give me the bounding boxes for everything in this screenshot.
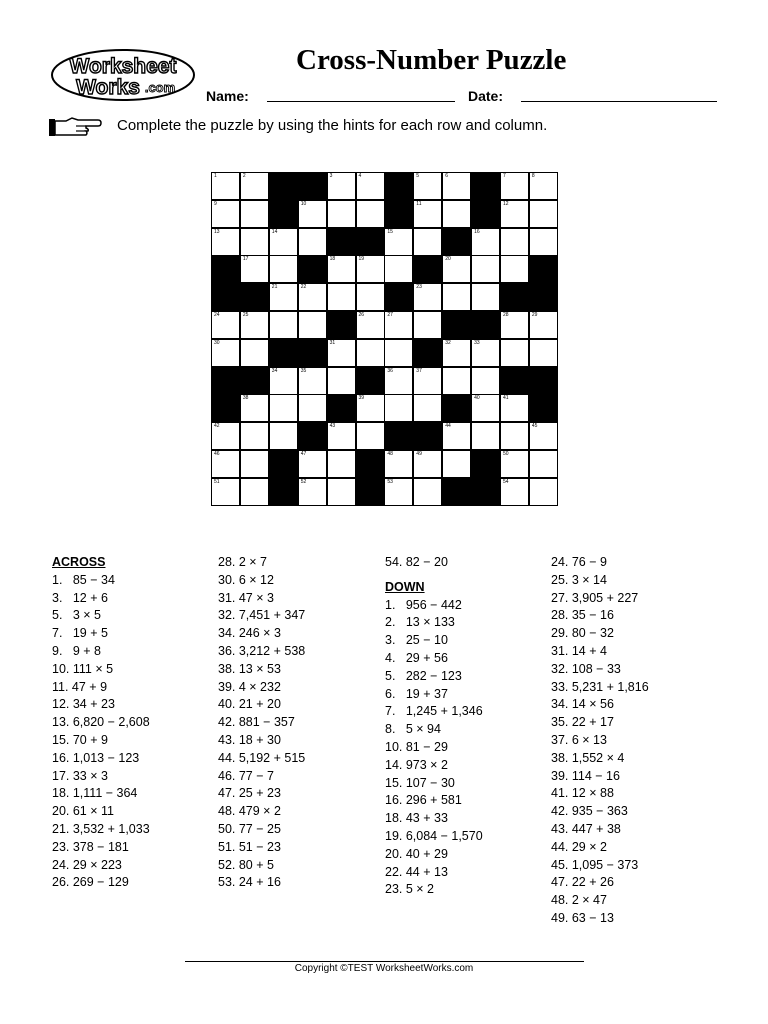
grid-cell[interactable] bbox=[413, 450, 442, 478]
grid-cell[interactable] bbox=[298, 394, 327, 422]
black-cell bbox=[529, 255, 558, 283]
grid-cell[interactable] bbox=[413, 311, 442, 339]
grid-cell[interactable] bbox=[240, 200, 269, 228]
clue-item: 32. 7,451 + 347 bbox=[218, 608, 306, 623]
black-cell bbox=[298, 255, 327, 283]
grid-cell[interactable] bbox=[356, 255, 385, 283]
clue-item: 33. 5,231 + 1,816 bbox=[551, 679, 649, 694]
clue-item: 7. 19 + 5 bbox=[52, 626, 108, 641]
black-cell bbox=[384, 172, 413, 200]
grid-cell[interactable] bbox=[298, 200, 327, 228]
clue-item: 9. 9 + 8 bbox=[52, 643, 101, 658]
black-cell bbox=[442, 311, 471, 339]
cell-number: 34 bbox=[271, 367, 278, 374]
black-cell bbox=[211, 255, 240, 283]
clue-item: 42. 935 − 363 bbox=[551, 804, 628, 819]
cell-number: 19 bbox=[358, 256, 365, 263]
clue-item: 31. 47 × 3 bbox=[218, 590, 274, 605]
black-cell bbox=[500, 367, 529, 395]
grid-cell[interactable] bbox=[269, 367, 298, 395]
clue-item: 23. 378 − 181 bbox=[52, 839, 129, 854]
black-cell bbox=[529, 367, 558, 395]
grid-cell[interactable] bbox=[442, 339, 471, 367]
grid-cell[interactable] bbox=[529, 200, 558, 228]
cell-number: 4 bbox=[358, 173, 362, 179]
black-cell bbox=[442, 394, 471, 422]
clue-item: 50. 77 − 25 bbox=[218, 821, 281, 836]
grid-cell[interactable] bbox=[384, 450, 413, 478]
grid-cell[interactable] bbox=[384, 339, 413, 367]
black-cell bbox=[442, 478, 471, 506]
cell-number: 51 bbox=[214, 478, 220, 485]
clue-item: 1. 85 − 34 bbox=[52, 572, 115, 587]
grid-cell[interactable] bbox=[327, 255, 356, 283]
black-cell bbox=[529, 394, 558, 422]
cell-number: 32 bbox=[445, 339, 451, 346]
grid-cell[interactable] bbox=[327, 200, 356, 228]
clue-item: 39. 114 − 16 bbox=[551, 768, 620, 783]
grid-cell[interactable] bbox=[240, 228, 269, 256]
cell-number: 12 bbox=[503, 200, 509, 207]
cell-number: 35 bbox=[300, 367, 307, 374]
grid-cell[interactable] bbox=[413, 394, 442, 422]
clue-item: 38. 1,552 × 4 bbox=[551, 750, 625, 765]
clue-item: 51. 51 − 23 bbox=[218, 839, 281, 854]
name-field-line[interactable] bbox=[267, 101, 455, 102]
page-title: Cross-Number Puzzle bbox=[296, 44, 567, 76]
clue-item: 10. 111 × 5 bbox=[52, 661, 114, 676]
clue-item: 24. 29 × 223 bbox=[52, 857, 122, 872]
grid-cell[interactable] bbox=[384, 228, 413, 256]
grid-cell[interactable] bbox=[298, 450, 327, 478]
clue-item: 16. 296 + 581 bbox=[385, 793, 462, 808]
grid-cell[interactable] bbox=[413, 200, 442, 228]
cell-number: 13 bbox=[214, 228, 220, 235]
clue-item: 10. 81 − 29 bbox=[385, 739, 448, 754]
cell-number: 22 bbox=[300, 284, 307, 291]
grid-cell[interactable] bbox=[529, 339, 558, 367]
clue-item: 18. 1,111 − 364 bbox=[52, 786, 138, 801]
grid-cell[interactable] bbox=[529, 228, 558, 256]
grid-cell[interactable] bbox=[327, 450, 356, 478]
clue-item: 41. 12 × 88 bbox=[551, 786, 614, 801]
clue-item: 34. 14 × 56 bbox=[551, 697, 614, 712]
clue-item: 48. 2 × 47 bbox=[551, 893, 607, 908]
cell-number: 16 bbox=[474, 228, 480, 235]
grid-cell[interactable] bbox=[529, 450, 558, 478]
cell-number: 29 bbox=[531, 312, 538, 318]
grid-cell[interactable] bbox=[298, 283, 327, 311]
grid-cell[interactable] bbox=[269, 422, 298, 450]
black-cell bbox=[240, 367, 269, 395]
clue-item: 26. 269 − 129 bbox=[52, 875, 129, 890]
grid-cell[interactable] bbox=[327, 422, 356, 450]
black-cell bbox=[327, 311, 356, 339]
clue-item: 40. 21 + 20 bbox=[218, 697, 281, 712]
grid-cell[interactable] bbox=[471, 394, 500, 422]
clue-item: 6. 19 + 37 bbox=[385, 686, 448, 701]
cell-number: 54 bbox=[503, 478, 509, 485]
footer-divider bbox=[185, 961, 584, 962]
grid-cell[interactable] bbox=[356, 172, 385, 200]
clue-item: 46. 77 − 7 bbox=[218, 768, 274, 783]
cell-number: 7 bbox=[503, 173, 506, 179]
cell-number: 50 bbox=[503, 451, 509, 457]
grid-cell[interactable] bbox=[442, 367, 471, 395]
cell-number: 39 bbox=[358, 395, 365, 402]
cell-number: 17 bbox=[242, 256, 249, 263]
clue-item: 21. 3,532 + 1,033 bbox=[52, 821, 150, 836]
grid-cell[interactable] bbox=[529, 172, 558, 200]
grid-cell[interactable] bbox=[356, 394, 385, 422]
cell-number: 38 bbox=[242, 395, 249, 402]
cell-number: 41 bbox=[503, 395, 509, 402]
clue-item: 32. 108 − 33 bbox=[551, 661, 621, 676]
clue-item: 20. 61 × 11 bbox=[52, 804, 114, 819]
grid-cell[interactable] bbox=[500, 172, 529, 200]
grid-cell[interactable] bbox=[327, 367, 356, 395]
grid-cell[interactable] bbox=[500, 311, 529, 339]
clue-item: 11. 47 + 9 bbox=[52, 679, 108, 694]
clues-column-3 bbox=[385, 554, 483, 899]
black-cell bbox=[298, 339, 327, 367]
black-cell bbox=[327, 394, 356, 422]
cell-number: 20 bbox=[445, 256, 451, 263]
grid-cell[interactable] bbox=[211, 228, 240, 256]
black-cell bbox=[269, 478, 298, 506]
clue-item: 20. 40 + 29 bbox=[385, 846, 448, 861]
grid-cell[interactable] bbox=[269, 228, 298, 256]
cell-number: 26 bbox=[358, 312, 365, 318]
instructions: Complete the puzzle by using the hints for each row and column. bbox=[117, 117, 548, 134]
grid-cell[interactable] bbox=[529, 311, 558, 339]
grid-cell[interactable] bbox=[356, 283, 385, 311]
grid-cell[interactable] bbox=[471, 339, 500, 367]
black-cell bbox=[500, 283, 529, 311]
cell-number: 48 bbox=[387, 451, 393, 457]
grid-cell[interactable] bbox=[240, 339, 269, 367]
cell-number: 23 bbox=[416, 284, 422, 291]
grid-cell[interactable] bbox=[240, 394, 269, 422]
clue-item: 28. 2 × 7 bbox=[218, 555, 267, 569]
cell-number: 2 bbox=[242, 173, 246, 179]
cell-number: 44 bbox=[445, 423, 451, 430]
black-cell bbox=[413, 255, 442, 283]
clue-item: 7. 1,245 + 1,346 bbox=[385, 704, 483, 719]
cell-number: 36 bbox=[387, 367, 393, 374]
clue-item: 44. 5,192 + 515 bbox=[218, 750, 306, 765]
grid-cell[interactable] bbox=[500, 478, 529, 506]
clue-item: 49. 63 − 13 bbox=[551, 910, 614, 925]
grid-cell[interactable] bbox=[211, 422, 240, 450]
grid-cell[interactable] bbox=[327, 478, 356, 506]
black-cell bbox=[211, 283, 240, 311]
grid-cell[interactable] bbox=[500, 200, 529, 228]
grid-cell[interactable] bbox=[327, 339, 356, 367]
clue-item: 15. 107 − 30 bbox=[385, 775, 455, 790]
cell-number: 53 bbox=[387, 478, 393, 485]
black-cell bbox=[269, 200, 298, 228]
grid-cell[interactable] bbox=[500, 228, 529, 256]
black-cell bbox=[384, 283, 413, 311]
black-cell bbox=[471, 172, 500, 200]
cell-number: 6 bbox=[445, 173, 448, 179]
grid-cell[interactable] bbox=[211, 200, 240, 228]
date-field-line[interactable] bbox=[521, 101, 717, 102]
cell-number: 27 bbox=[387, 312, 393, 318]
cell-number: 49 bbox=[416, 451, 422, 457]
grid-cell[interactable] bbox=[471, 228, 500, 256]
clue-item: 48. 479 × 2 bbox=[218, 804, 281, 819]
black-cell bbox=[442, 228, 471, 256]
clue-item: 28. 35 − 16 bbox=[551, 608, 614, 623]
cell-number: 21 bbox=[271, 284, 278, 291]
black-cell bbox=[240, 283, 269, 311]
grid-cell[interactable] bbox=[529, 478, 558, 506]
grid-cell[interactable] bbox=[500, 394, 529, 422]
grid-cell[interactable] bbox=[384, 255, 413, 283]
grid-cell[interactable] bbox=[356, 311, 385, 339]
clue-item: 52. 80 + 5 bbox=[218, 857, 274, 872]
grid-cell[interactable] bbox=[384, 394, 413, 422]
grid-cell[interactable] bbox=[327, 283, 356, 311]
grid-cell[interactable] bbox=[471, 367, 500, 395]
grid-cell[interactable] bbox=[211, 339, 240, 367]
grid-cell[interactable] bbox=[500, 339, 529, 367]
black-cell bbox=[384, 422, 413, 450]
cell-number: 1 bbox=[214, 173, 217, 179]
grid-cell[interactable] bbox=[211, 311, 240, 339]
grid-cell[interactable] bbox=[356, 200, 385, 228]
down-header: DOWN bbox=[385, 579, 425, 594]
black-cell bbox=[471, 478, 500, 506]
clue-item: 44. 29 × 2 bbox=[551, 839, 607, 854]
cell-number: 24 bbox=[214, 312, 220, 318]
grid-cell[interactable] bbox=[211, 172, 240, 200]
grid-cell[interactable] bbox=[442, 422, 471, 450]
clue-item: 23. 5 × 2 bbox=[385, 882, 434, 897]
clue-item: 12. 34 + 23 bbox=[52, 697, 115, 712]
clue-item: 25. 3 × 14 bbox=[551, 572, 607, 587]
grid-cell[interactable] bbox=[529, 422, 558, 450]
logo-text-line1: Worksheet bbox=[69, 55, 177, 78]
grid-cell[interactable] bbox=[413, 283, 442, 311]
clue-item: 4. 29 + 56 bbox=[385, 650, 448, 665]
black-cell bbox=[413, 339, 442, 367]
black-cell bbox=[356, 367, 385, 395]
black-cell bbox=[471, 200, 500, 228]
pointing-hand-icon bbox=[48, 116, 102, 138]
black-cell bbox=[471, 311, 500, 339]
name-label: Name: bbox=[206, 88, 249, 104]
cell-number: 42 bbox=[214, 423, 220, 430]
black-cell bbox=[269, 172, 298, 200]
grid-cell[interactable] bbox=[298, 478, 327, 506]
worksheetworks-logo bbox=[50, 48, 196, 102]
cell-number: 11 bbox=[416, 200, 422, 207]
clue-item: 24. 76 − 9 bbox=[551, 555, 607, 569]
cell-number: 28 bbox=[503, 312, 509, 318]
clue-item: 16. 1,013 − 123 bbox=[52, 750, 140, 765]
across-header: ACROSS bbox=[52, 555, 106, 569]
clue-item: 45. 1,095 − 373 bbox=[551, 857, 639, 872]
clue-item: 3. 25 − 10 bbox=[385, 633, 448, 648]
black-cell bbox=[211, 394, 240, 422]
grid-cell[interactable] bbox=[240, 255, 269, 283]
black-cell bbox=[356, 228, 385, 256]
cell-number: 40 bbox=[474, 395, 480, 402]
grid-cell[interactable] bbox=[384, 367, 413, 395]
clues-column-1 bbox=[52, 554, 150, 892]
clue-item: 35. 22 + 17 bbox=[551, 715, 614, 730]
clue-item: 36. 3,212 + 538 bbox=[218, 643, 306, 658]
black-cell bbox=[356, 478, 385, 506]
clue-item: 38. 13 × 53 bbox=[218, 661, 281, 676]
cell-number: 47 bbox=[300, 451, 307, 457]
clue-item: 34. 246 × 3 bbox=[218, 626, 281, 641]
cell-number: 46 bbox=[214, 451, 220, 457]
logo-text-line2: Works bbox=[76, 76, 140, 99]
cell-number: 8 bbox=[531, 173, 535, 179]
clue-item: 5. 282 − 123 bbox=[385, 668, 462, 683]
grid-cell[interactable] bbox=[413, 367, 442, 395]
clue-item: 42. 881 − 357 bbox=[218, 715, 295, 730]
grid-cell[interactable] bbox=[356, 422, 385, 450]
black-cell bbox=[356, 450, 385, 478]
clues-column-4 bbox=[551, 554, 649, 928]
clues-column-2 bbox=[218, 554, 305, 892]
black-cell bbox=[269, 339, 298, 367]
logo-text-suffix: .com bbox=[144, 80, 176, 95]
cell-number: 14 bbox=[271, 228, 278, 235]
cell-number: 9 bbox=[214, 200, 217, 207]
grid-cell[interactable] bbox=[413, 172, 442, 200]
grid-cell[interactable] bbox=[269, 394, 298, 422]
grid-cell[interactable] bbox=[327, 172, 356, 200]
grid-cell[interactable] bbox=[442, 172, 471, 200]
clue-item: 29. 80 − 32 bbox=[551, 626, 614, 641]
grid-cell[interactable] bbox=[442, 450, 471, 478]
black-cell bbox=[298, 422, 327, 450]
grid-cell[interactable] bbox=[442, 255, 471, 283]
grid-cell[interactable] bbox=[442, 200, 471, 228]
grid-cell[interactable] bbox=[298, 367, 327, 395]
cell-number: 5 bbox=[416, 173, 420, 179]
grid-cell[interactable] bbox=[211, 478, 240, 506]
black-cell bbox=[211, 367, 240, 395]
clue-item: 14. 973 × 2 bbox=[385, 757, 448, 772]
clue-item: 13. 6,820 − 2,608 bbox=[52, 715, 150, 730]
clue-item: 43. 447 + 38 bbox=[551, 821, 621, 836]
grid-cell[interactable] bbox=[298, 311, 327, 339]
clue-item: 5. 3 × 5 bbox=[52, 608, 101, 623]
grid-cell[interactable] bbox=[471, 283, 500, 311]
black-cell bbox=[471, 450, 500, 478]
cell-number: 3 bbox=[329, 173, 333, 179]
cell-number: 37 bbox=[416, 367, 422, 374]
cell-number: 30 bbox=[214, 339, 220, 346]
clue-item: 37. 6 × 13 bbox=[551, 732, 607, 747]
clue-item: 31. 14 + 4 bbox=[551, 643, 607, 658]
grid-cell[interactable] bbox=[500, 255, 529, 283]
clue-item: 18. 43 + 33 bbox=[385, 811, 448, 826]
grid-cell[interactable] bbox=[211, 450, 240, 478]
grid-cell[interactable] bbox=[413, 228, 442, 256]
clue-item: 43. 18 + 30 bbox=[218, 732, 281, 747]
clue-item: 19. 6,084 − 1,570 bbox=[385, 828, 483, 843]
clue-item: 39. 4 × 232 bbox=[218, 679, 281, 694]
grid-cell[interactable] bbox=[471, 255, 500, 283]
cell-number: 33 bbox=[474, 339, 480, 346]
cell-number: 31 bbox=[329, 339, 336, 346]
grid-cell[interactable] bbox=[240, 478, 269, 506]
black-cell bbox=[384, 200, 413, 228]
grid-cell[interactable] bbox=[384, 311, 413, 339]
grid-cell[interactable] bbox=[356, 339, 385, 367]
black-cell bbox=[529, 283, 558, 311]
cell-number: 52 bbox=[300, 478, 307, 485]
clue-item: 54. 82 − 20 bbox=[385, 555, 448, 569]
grid-cell[interactable] bbox=[500, 422, 529, 450]
clue-item: 3. 12 + 6 bbox=[52, 590, 108, 605]
clue-item: 1. 956 − 442 bbox=[385, 597, 462, 612]
clue-item: 15. 70 + 9 bbox=[52, 732, 108, 747]
grid-cell[interactable] bbox=[240, 450, 269, 478]
black-cell bbox=[413, 422, 442, 450]
grid-cell[interactable] bbox=[240, 172, 269, 200]
clue-item: 53. 24 + 16 bbox=[218, 875, 281, 890]
clue-item: 30. 6 × 12 bbox=[218, 572, 274, 587]
grid-cell[interactable] bbox=[269, 255, 298, 283]
clue-item: 47. 22 + 26 bbox=[551, 875, 614, 890]
grid-cell[interactable] bbox=[298, 228, 327, 256]
grid-cell[interactable] bbox=[269, 283, 298, 311]
cell-number: 18 bbox=[329, 256, 336, 263]
clue-item: 2. 13 × 133 bbox=[385, 615, 455, 630]
black-cell bbox=[327, 228, 356, 256]
cell-number: 25 bbox=[242, 312, 249, 318]
cell-number: 15 bbox=[387, 228, 393, 235]
grid-cell[interactable] bbox=[471, 422, 500, 450]
cell-number: 10 bbox=[300, 200, 307, 207]
clue-item: 8. 5 × 94 bbox=[385, 722, 441, 737]
cell-number: 45 bbox=[531, 423, 538, 430]
grid-cell[interactable] bbox=[413, 478, 442, 506]
clue-item: 47. 25 + 23 bbox=[218, 786, 281, 801]
clue-item: 17. 33 × 3 bbox=[52, 768, 108, 783]
grid-cell[interactable] bbox=[269, 311, 298, 339]
date-label: Date: bbox=[468, 88, 504, 104]
grid-cell[interactable] bbox=[240, 311, 269, 339]
grid-cell[interactable] bbox=[384, 478, 413, 506]
grid-cell[interactable] bbox=[442, 283, 471, 311]
clue-item: 27. 3,905 + 227 bbox=[551, 590, 639, 605]
cell-number: 43 bbox=[329, 423, 336, 430]
grid-cell[interactable] bbox=[500, 450, 529, 478]
black-cell bbox=[269, 450, 298, 478]
black-cell bbox=[298, 172, 327, 200]
clue-item: 22. 44 + 13 bbox=[385, 864, 448, 879]
grid-cell[interactable] bbox=[240, 422, 269, 450]
copyright-text: Copyright ©TEST WorksheetWorks.com bbox=[294, 963, 474, 974]
